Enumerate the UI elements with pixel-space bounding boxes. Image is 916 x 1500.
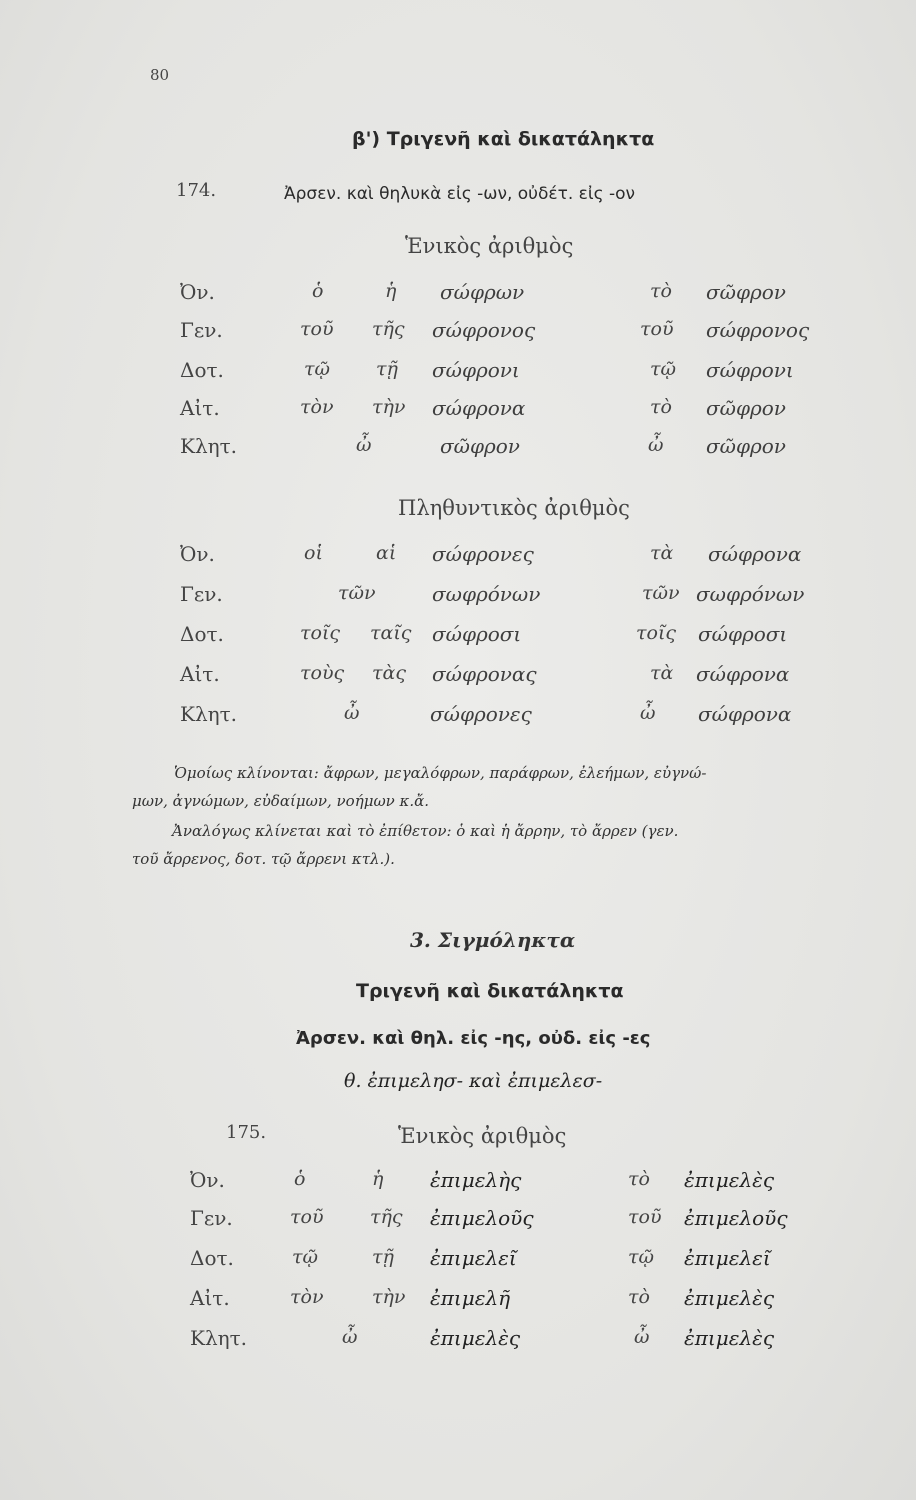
form-neut: σώφρονος: [706, 318, 810, 342]
article-masc: τοῖς: [300, 622, 341, 644]
form-neut: σωφρόνων: [696, 582, 805, 606]
form-masc-fem: σώφροσι: [432, 622, 522, 646]
article-masc: ὦ: [344, 702, 360, 724]
case-label: Δοτ.: [180, 358, 224, 382]
singular-heading: Ἑνικὸς ἀριθμὸς: [405, 234, 574, 258]
section-b-subtitle: Ἀρσεν. καὶ θηλυκὰ εἰς -ων, οὐδέτ. εἰς -ον: [284, 184, 635, 204]
article-neut: τὸ: [628, 1168, 650, 1190]
article-fem: ἡ: [385, 280, 397, 302]
article-neut: ὦ: [634, 1326, 650, 1348]
article-fem: τῇ: [372, 1246, 394, 1268]
article-fem: τὴν: [372, 1286, 406, 1308]
article-neut: τοῖς: [636, 622, 677, 644]
article-neut: τὸ: [650, 396, 672, 418]
article-neut: τῷ: [628, 1246, 655, 1268]
plural-heading: Πληθυντικὸς ἀριθμὸς: [398, 496, 630, 520]
page-number: 80: [150, 66, 170, 84]
form-neut: ἐπιμελὲς: [684, 1326, 775, 1350]
note-line: Ἀναλόγως κλίνεται καὶ τὸ ἐπίθετον: ὁ καὶ ἡ ἄρρην, τὸ ἄρρεν (γεν.: [172, 822, 679, 840]
case-label: Κλητ.: [190, 1326, 248, 1350]
section-b-title: β') Τριγενῆ καὶ δικατάληκτα: [352, 128, 655, 150]
case-label: Αἰτ.: [180, 396, 220, 420]
article-fem: ταῖς: [370, 622, 412, 644]
section-3-title: 3. Σιγμόληκτα: [410, 928, 576, 952]
article-masc: ὁ: [312, 280, 324, 302]
note-line: μων, ἀγνώμων, εὐδαίμων, νοήμων κ.ἄ.: [132, 792, 430, 810]
form-neut: σώφρονα: [698, 702, 792, 726]
case-label: Ὀν.: [180, 542, 215, 566]
paragraph-number-175: 175.: [226, 1122, 267, 1143]
article-fem: τῇ: [376, 358, 398, 380]
case-label: Γεν.: [180, 318, 223, 342]
article-masc: τοῦ: [290, 1206, 324, 1228]
article-neut: ὦ: [648, 434, 664, 456]
note-line: τοῦ ἄρρενος, δοτ. τῷ ἄρρενι κτλ.).: [132, 850, 395, 868]
article-neut: ὦ: [640, 702, 656, 724]
case-label: Ὀν.: [190, 1168, 225, 1192]
article-neut: τὸ: [650, 280, 672, 302]
form-masc-fem: σώφρονι: [432, 358, 520, 382]
paragraph-number-174: 174.: [176, 180, 217, 201]
form-masc-fem: σώφρονας: [432, 662, 537, 686]
article-fem: τὴν: [372, 396, 406, 418]
case-label: Γεν.: [190, 1206, 233, 1230]
form-masc-fem: ἐπιμελὲς: [430, 1326, 521, 1350]
form-neut: ἐπιμελὲς: [684, 1168, 775, 1192]
case-label: Κλητ.: [180, 434, 238, 458]
stems-line: θ. ἐπιμελησ- καὶ ἐπιμελεσ-: [344, 1070, 603, 1092]
article-neut: τὸ: [628, 1286, 650, 1308]
case-label: Δοτ.: [180, 622, 224, 646]
case-label: Αἰτ.: [190, 1286, 230, 1310]
form-neut: ἐπιμελὲς: [684, 1286, 775, 1310]
case-label: Δοτ.: [190, 1246, 234, 1270]
section-3-subtitle: Τριγενῆ καὶ δικατάληκτα: [356, 980, 624, 1002]
article-masc: τῶν: [338, 582, 376, 604]
form-masc-fem: σώφρονα: [432, 396, 526, 420]
case-label: Κλητ.: [180, 702, 238, 726]
form-neut: σῶφρον: [706, 280, 786, 304]
form-masc-fem: σωφρόνων: [432, 582, 541, 606]
article-fem: τὰς: [372, 662, 406, 684]
case-label: Ὀν.: [180, 280, 215, 304]
article-neut: τῷ: [650, 358, 677, 380]
article-masc: τῷ: [304, 358, 331, 380]
article-fem: τῆς: [370, 1206, 403, 1228]
article-masc: ὦ: [342, 1326, 358, 1348]
form-neut: σώφρονα: [708, 542, 802, 566]
form-masc-fem: ἐπιμελεῖ: [430, 1246, 517, 1270]
form-neut: σώφρονι: [706, 358, 794, 382]
note-line: Ὁμοίως κλίνονται: ἄφρων, μεγαλόφρων, παράφρων, ἐλεήμων, εὐγνώ-: [174, 764, 707, 782]
section-3-subtitle-2: Ἀρσεν. καὶ θηλ. εἰς -ης, οὐδ. εἰς -ες: [296, 1028, 651, 1049]
article-masc: τῷ: [292, 1246, 319, 1268]
form-masc-fem: σώφρονες: [430, 702, 532, 726]
article-masc: τὸν: [300, 396, 334, 418]
article-masc: οἱ: [304, 542, 323, 564]
form-masc-fem: σῶφρον: [440, 434, 520, 458]
article-masc: τοῦ: [300, 318, 334, 340]
form-neut: σώφροσι: [698, 622, 788, 646]
form-neut: σῶφρον: [706, 434, 786, 458]
case-label: Γεν.: [180, 582, 223, 606]
form-masc-fem: ἐπιμελοῦς: [430, 1206, 534, 1230]
form-neut: σῶφρον: [706, 396, 786, 420]
article-neut: τὰ: [650, 662, 674, 684]
article-fem: τῆς: [372, 318, 405, 340]
article-masc: ὦ: [356, 434, 372, 456]
case-label: Αἰτ.: [180, 662, 220, 686]
form-neut: σώφρονα: [696, 662, 790, 686]
article-masc: ὁ: [294, 1168, 306, 1190]
singular-heading-2: Ἑνικὸς ἀριθμὸς: [398, 1124, 567, 1148]
article-fem: ἡ: [372, 1168, 384, 1190]
form-masc-fem: ἐπιμελῆ: [430, 1286, 511, 1310]
article-neut: τὰ: [650, 542, 674, 564]
article-fem: αἱ: [376, 542, 397, 564]
article-masc: τοὺς: [300, 662, 345, 684]
article-neut: τοῦ: [628, 1206, 662, 1228]
article-neut: τοῦ: [640, 318, 674, 340]
article-masc: τὸν: [290, 1286, 324, 1308]
form-masc-fem: σώφρων: [440, 280, 525, 304]
form-masc-fem: σώφρονος: [432, 318, 536, 342]
form-masc-fem: ἐπιμελὴς: [430, 1168, 522, 1192]
article-neut: τῶν: [642, 582, 680, 604]
form-neut: ἐπιμελεῖ: [684, 1246, 771, 1270]
form-neut: ἐπιμελοῦς: [684, 1206, 788, 1230]
form-masc-fem: σώφρονες: [432, 542, 534, 566]
